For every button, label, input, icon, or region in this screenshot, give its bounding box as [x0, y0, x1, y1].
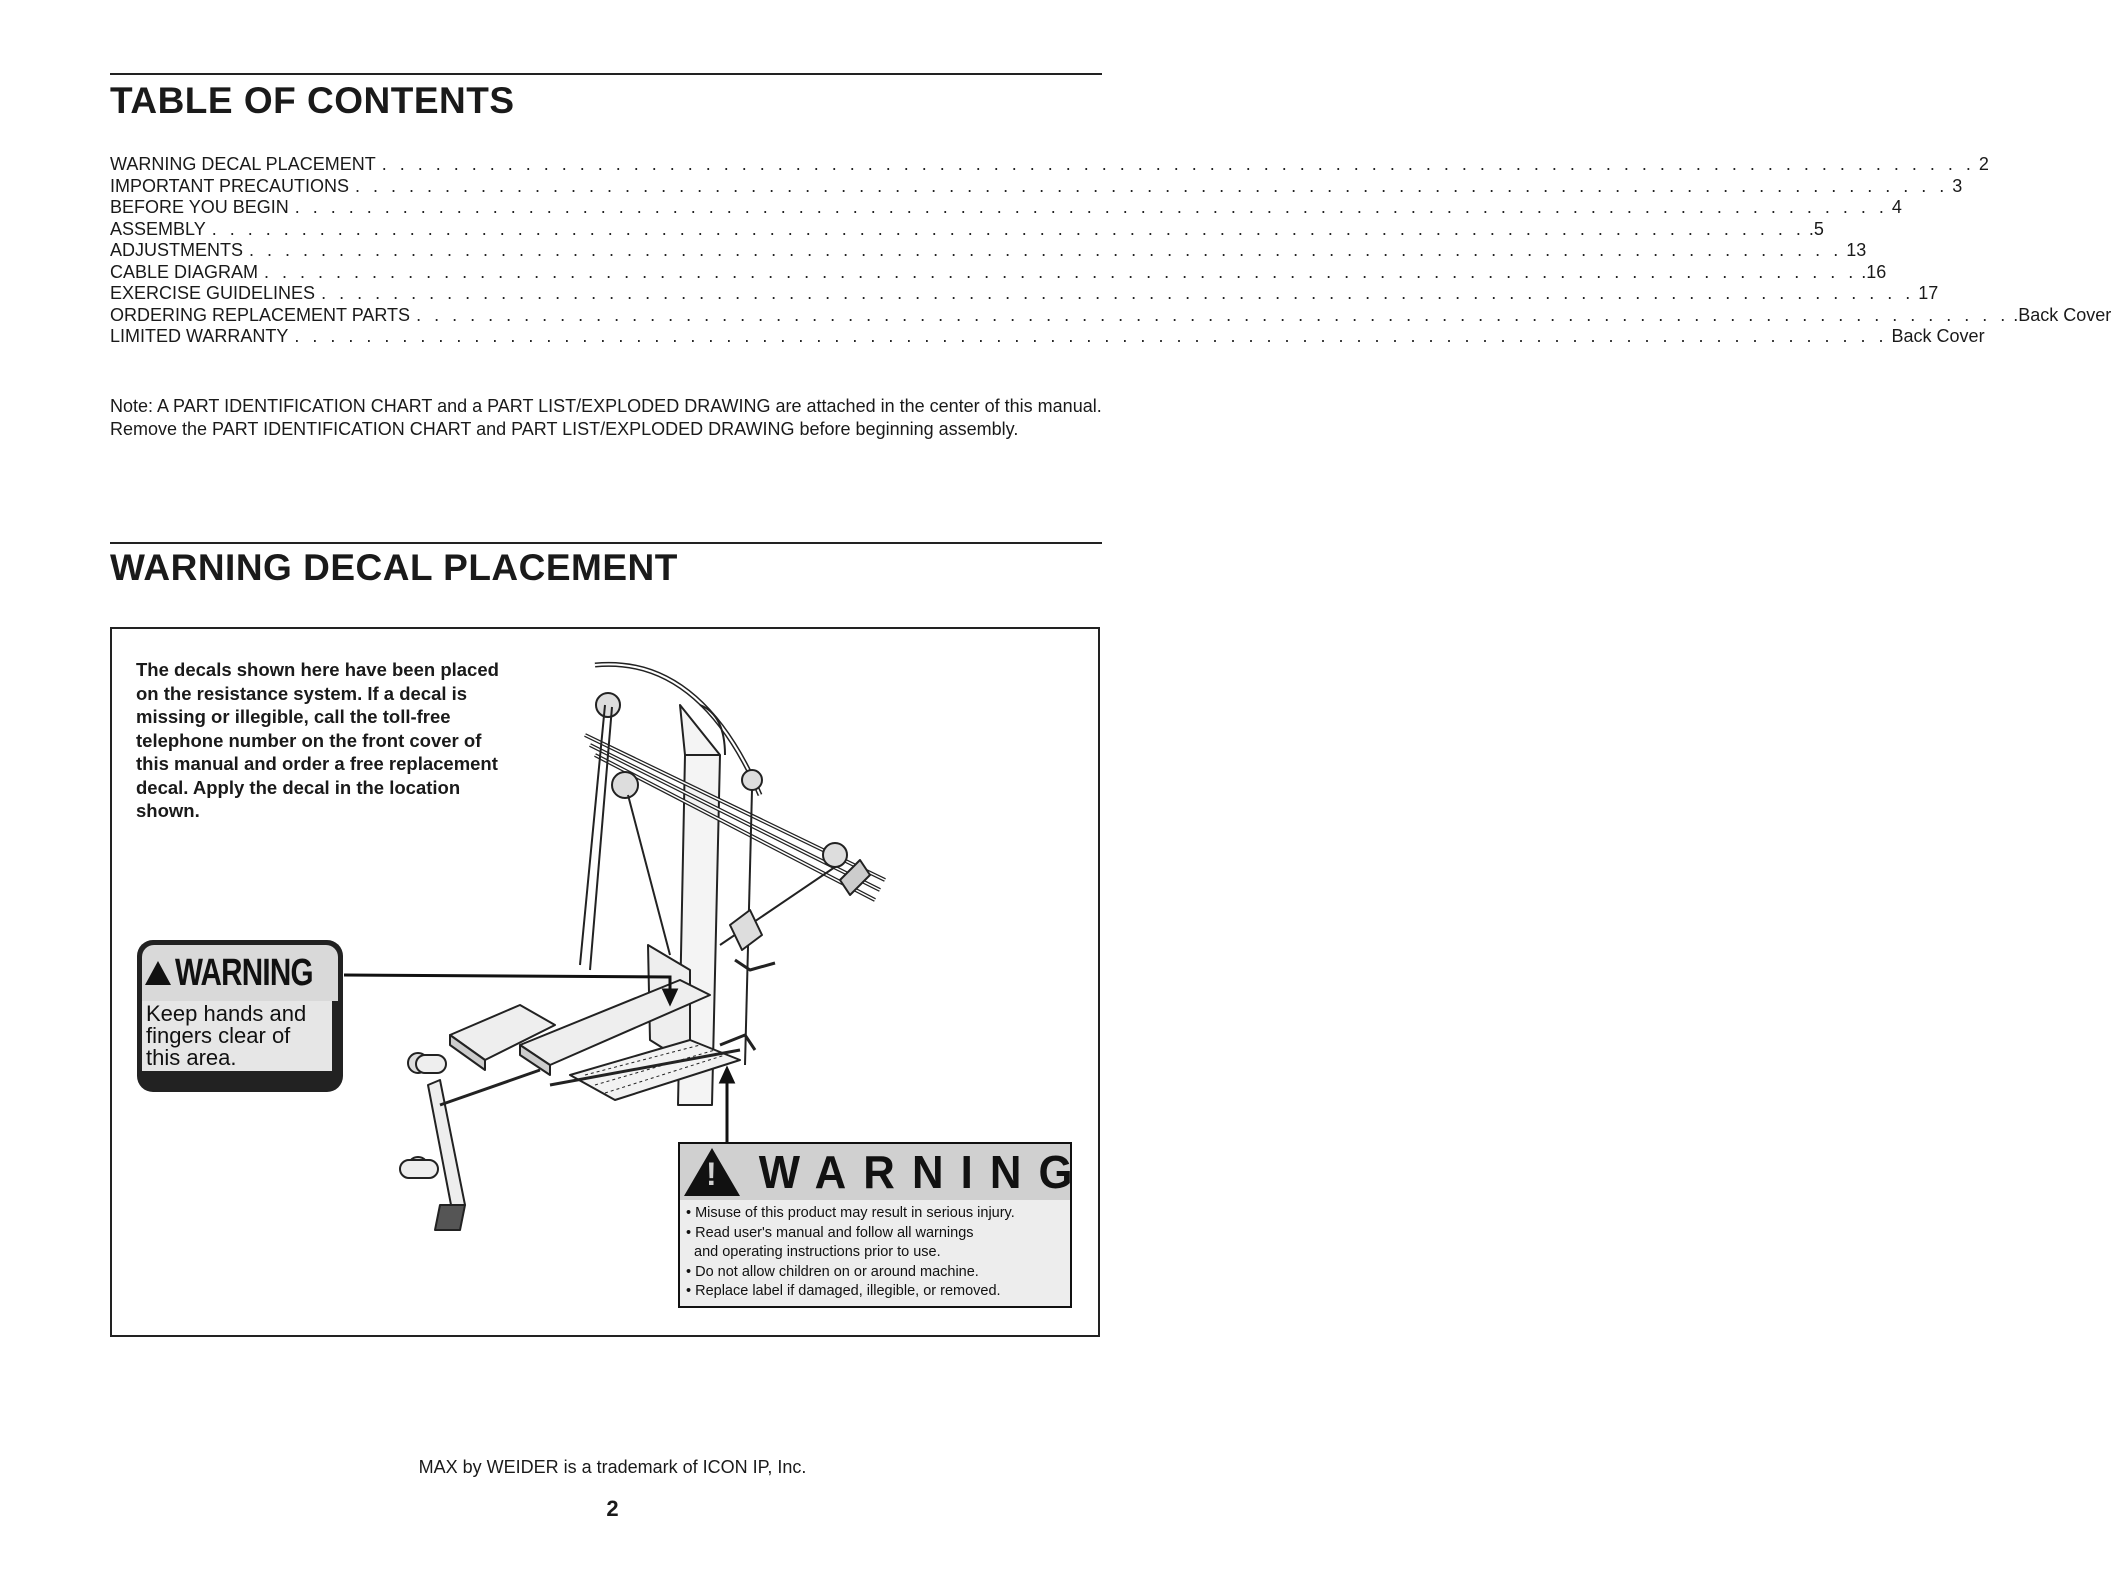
small-warning-decal — [137, 940, 343, 1092]
small-decal-title: WARNING — [175, 951, 313, 994]
small-decal-header — [142, 945, 338, 1001]
large-decal-item: • Replace label if damaged, illegible, or removed. — [686, 1283, 1001, 1299]
toc-leader-dots: . . . . . . . . . . . . . . . . . . . . . . . . . . . . . . . . . . . . . . . . . . . . . . . . . . . . . . . . . . . . . . . . . . . . . . . . . . . . . . . . . . . . . . . . . — [294, 197, 1888, 217]
toc-entry-page: 3 — [1952, 175, 1963, 196]
toc-entry-label: CABLE DIAGRAM — [110, 261, 259, 282]
decal-section-title: WARNING DECAL PLACEMENT — [110, 547, 678, 588]
toc-entry-page: 17 — [1918, 283, 1939, 303]
toc-leader-dots: . . . . . . . . . . . . . . . . . . . . . . . . . . . . . . . . . . . . . . . . . . . . . . . . . . . . . . . . . . . . . . . . . . . . . . . . . . . . . . . . . . . . . . . . . — [294, 326, 1888, 346]
toc-note: Note: A PART IDENTIFICATION CHART and a PART LIST/EXPLODED DRAWING are attached in the center of this manual. Remove the PART IDENTIFICATION CHART and PART LIST/EXPLODED DRAWING before beginning assembly. — [110, 396, 1102, 439]
toc-entry-label: ADJUSTMENTS — [110, 240, 244, 260]
toc-entry-page: Back Cover — [1891, 326, 1985, 346]
top-rule — [110, 73, 1102, 75]
toc-entry[interactable] — [110, 283, 1939, 305]
toc-entry-label: WARNING DECAL PLACEMENT — [110, 154, 376, 174]
toc-entry-label: IMPORTANT PRECAUTIONS — [110, 175, 350, 196]
toc-list — [110, 154, 2111, 348]
toc-entry[interactable] — [110, 240, 1867, 262]
toc-entry[interactable] — [110, 197, 1902, 219]
warning-triangle-icon — [684, 1148, 740, 1196]
toc-title: TABLE OF CONTENTS — [110, 80, 515, 121]
toc-entry[interactable] — [110, 154, 1989, 176]
toc-entry-page: .Back Cover — [2013, 304, 2111, 325]
toc-entry[interactable] — [110, 304, 2111, 327]
decal-description: The decals shown here have been placed on the resistance system. If a decal is missing or illegible, call the toll-free telephone number on the front cover of this manual and order a free replacement decal. Apply the decal in the location shown. — [136, 659, 499, 821]
toc-entry-label: ORDERING REPLACEMENT PARTS — [110, 304, 411, 325]
large-warning-decal — [678, 1142, 1090, 1308]
toc-leader-dots: . . . . . . . . . . . . . . . . . . . . . . . . . . . . . . . . . . . . . . . . . . . . . . . . . . . . . . . . . . . . . . . . . . . . . . . . . . . . . . . . . . . . . . . . . — [264, 261, 1858, 282]
section-rule — [110, 542, 1102, 544]
toc-entry[interactable] — [110, 175, 1963, 198]
large-decal-item: and operating instructions prior to use. — [694, 1244, 941, 1260]
small-decal-line: this area. — [146, 1045, 237, 1070]
small-decal-line: fingers clear of — [146, 1023, 291, 1048]
toc-entry[interactable] — [110, 261, 1887, 284]
toc-entry[interactable] — [110, 326, 1985, 348]
toc-entry[interactable] — [110, 218, 1824, 241]
warning-triangle-icon — [145, 961, 171, 985]
large-decal-item: • Do not allow children on or around machine. — [686, 1263, 979, 1280]
toc-entry-label: LIMITED WARRANTY — [110, 326, 289, 346]
toc-entry-page: 4 — [1891, 197, 1902, 217]
large-decal-item: • Read user's manual and follow all warnings — [686, 1224, 974, 1241]
toc-entry-label: ASSEMBLY — [110, 218, 206, 239]
toc-entry-label: BEFORE YOU BEGIN — [110, 197, 289, 217]
small-decal-body — [142, 1001, 332, 1071]
large-decal-title: WARNING — [758, 1146, 1090, 1198]
toc-entry-label: EXERCISE GUIDELINES — [110, 283, 316, 303]
toc-entry-page: .5 — [1808, 218, 1824, 239]
toc-entry-page: .16 — [1861, 261, 1887, 282]
toc-leader-dots: . . . . . . . . . . . . . . . . . . . . . . . . . . . . . . . . . . . . . . . . . . . . . . . . . . . . . . . . . . . . . . . . . . . . . . . . . . . . . . . . . . . . . . . . . — [249, 240, 1843, 260]
small-decal-line: Keep hands and — [146, 1001, 307, 1026]
large-decal-item: • Misuse of this product may result in serious injury. — [686, 1205, 1015, 1221]
toc-leader-dots: . . . . . . . . . . . . . . . . . . . . . . . . . . . . . . . . . . . . . . . . . . . . . . . . . . . . . . . . . . . . . . . . . . . . . . . . . . . . . . . . . . . . . . . . . — [355, 175, 1949, 196]
toc-leader-dots: . . . . . . . . . . . . . . . . . . . . . . . . . . . . . . . . . . . . . . . . . . . . . . . . . . . . . . . . . . . . . . . . . . . . . . . . . . . . . . . . . . . . . . . . . — [381, 154, 1975, 174]
trademark-footer: MAX by WEIDER is a trademark of ICON IP, Inc. — [418, 1457, 807, 1477]
large-decal-body — [680, 1200, 1070, 1306]
page-number: 2 — [606, 1496, 619, 1521]
toc-leader-dots: . . . . . . . . . . . . . . . . . . . . . . . . . . . . . . . . . . . . . . . . . . . . . . . . . . . . . . . . . . . . . . . . . . . . . . . . . . . . . . . . . . . . . . . . . — [321, 283, 1915, 303]
toc-entry-page: 13 — [1846, 240, 1867, 260]
large-decal-header — [680, 1144, 1090, 1200]
toc-leader-dots: . . . . . . . . . . . . . . . . . . . . . . . . . . . . . . . . . . . . . . . . . . . . . . . . . . . . . . . . . . . . . . . . . . . . . . . . . . . . . . . . . . . . . . . . . — [211, 218, 1805, 239]
toc-leader-dots: . . . . . . . . . . . . . . . . . . . . . . . . . . . . . . . . . . . . . . . . . . . . . . . . . . . . . . . . . . . . . . . . . . . . . . . . . . . . . . . . . . . . . . . . . — [416, 304, 2010, 325]
toc-entry-page: 2 — [1978, 154, 1989, 174]
